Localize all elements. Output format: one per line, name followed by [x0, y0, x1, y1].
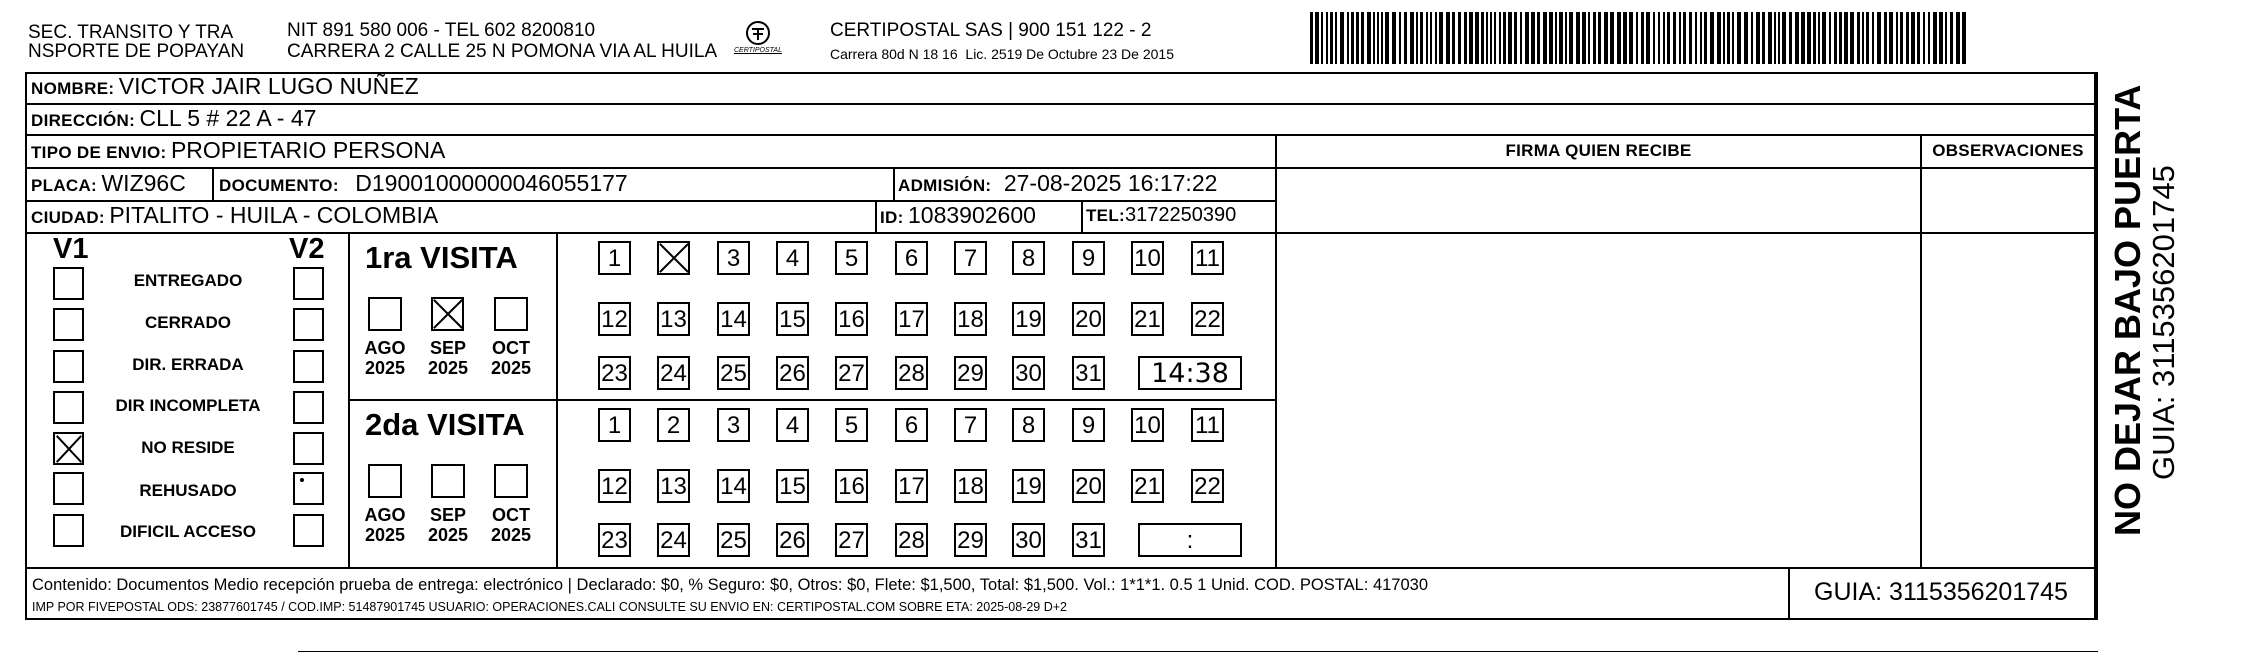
barcode-bar	[1373, 12, 1375, 64]
barcode-bar	[1537, 12, 1540, 64]
barcode-bar	[1610, 12, 1614, 64]
barcode-bar	[1704, 12, 1707, 64]
nombre-value: VICTOR JAIR LUGO NUÑEZ	[118, 73, 419, 99]
visit-day-box[interactable]: 20	[1072, 302, 1105, 336]
barcode-bar	[1410, 12, 1414, 64]
barcode-bar	[1326, 12, 1328, 64]
visit-day-box[interactable]: 5	[835, 241, 868, 275]
footer-imp-line: IMP POR FIVEPOSTAL ODS: 23877601745 / COD.IMP: 51487901745 USUARIO: OPERACIONES.CALI CONSULTE SU ENVIO EN: CERTIPOSTAL.COM SOBRE ETA: 2025-08-29 D+2	[32, 600, 1067, 614]
status-v2-checkbox[interactable]	[293, 308, 324, 341]
barcode-bar	[1839, 12, 1842, 64]
barcode-bar	[1778, 12, 1780, 64]
barcode-bar	[1310, 12, 1313, 64]
col-divider	[875, 200, 877, 232]
visit-day-box[interactable]: 9	[1072, 241, 1105, 275]
row-divider	[1276, 167, 2096, 169]
barcode-bar	[1917, 12, 1920, 64]
visit-day-box[interactable]: 21	[1131, 302, 1164, 336]
barcode-bar	[1844, 12, 1848, 64]
status-v1-checkbox[interactable]	[53, 514, 84, 547]
visit-day-box[interactable]: 12	[598, 469, 631, 503]
signature-area[interactable]	[1278, 170, 1918, 565]
status-v2-checkbox[interactable]	[293, 514, 324, 547]
visit-month-label	[486, 338, 536, 378]
barcode-bar	[1737, 12, 1741, 64]
barcode-bar	[1818, 12, 1820, 64]
side-guia: GUIA: 3115356201745	[2146, 165, 2181, 480]
barcode-bar	[1593, 12, 1596, 64]
barcode-bar	[1559, 12, 1563, 64]
barcode-bar	[1381, 12, 1383, 64]
barcode-bar	[1679, 12, 1681, 64]
visit-day-box[interactable]: 15	[776, 302, 809, 336]
visit-day-box[interactable]: 20	[1072, 469, 1105, 503]
barcode-bar	[1950, 12, 1953, 64]
visit-day-box[interactable]: 8	[1012, 408, 1045, 442]
placa-field	[31, 170, 186, 197]
side-warning: NO DEJAR BAJO PUERTA	[2107, 84, 2148, 536]
visit-day-box[interactable]: 28	[895, 523, 928, 557]
admision-value: 27-08-2025 16:17:22	[1003, 170, 1218, 196]
visit-day-box[interactable]: 6	[895, 408, 928, 442]
visit-day-box[interactable]: 23	[598, 356, 631, 390]
visit-day-box[interactable]: 29	[954, 356, 987, 390]
barcode-bar	[1321, 12, 1323, 64]
direccion-value: CLL 5 # 22 A - 47	[139, 105, 317, 131]
barcode-bar	[1834, 12, 1837, 64]
company-line: CERTIPOSTAL SAS | 900 151 122 - 2	[830, 20, 1152, 41]
barcode-bar	[1956, 12, 1960, 64]
barcode-bar	[1499, 12, 1501, 64]
status-v1-checkbox[interactable]	[53, 267, 84, 300]
barcode-bar	[1617, 12, 1621, 64]
observaciones-header: OBSERVACIONES	[1932, 141, 2084, 160]
visit-day-box[interactable]: 22	[1191, 469, 1224, 503]
v2-header: V2	[289, 233, 325, 265]
ciudad-label: CIUDAD:	[31, 208, 105, 227]
barcode-bar	[1508, 12, 1512, 64]
barcode-bar	[1695, 12, 1697, 64]
footer-guia: GUIA: 3115356201745	[1814, 578, 2068, 606]
row-divider	[25, 134, 2096, 136]
visit-month-label	[360, 505, 410, 545]
documento-field	[219, 170, 628, 197]
visit-day-box[interactable]: 7	[954, 408, 987, 442]
month-name: AGO	[364, 338, 406, 358]
barcode-bar	[1717, 12, 1721, 64]
barcode-bar	[1727, 12, 1730, 64]
month-year: 2025	[427, 525, 469, 545]
status-v1-checkbox[interactable]	[53, 472, 84, 505]
visit-day-box[interactable]: 3	[717, 408, 750, 442]
visit-day-box[interactable]: 4	[776, 408, 809, 442]
visit-month-checkbox[interactable]	[494, 297, 528, 331]
barcode-bar	[1768, 12, 1772, 64]
barcode-bar	[1756, 12, 1760, 64]
visit-day-box[interactable]: 14	[717, 302, 750, 336]
barcode-bar	[1822, 12, 1826, 64]
barcode-bar	[1439, 12, 1443, 64]
barcode-bar	[1850, 12, 1854, 64]
barcode-bar	[1744, 12, 1748, 64]
visit-day-box[interactable]: 1	[598, 408, 631, 442]
barcode-bar	[1896, 12, 1898, 64]
visit-title: 1ra VISITA	[365, 240, 518, 275]
barcode-bar	[1663, 12, 1665, 64]
status-v2-checkbox[interactable]	[293, 472, 324, 505]
barcode-bar	[1900, 12, 1903, 64]
barcode-bar	[1464, 12, 1467, 64]
visit-day-box[interactable]: 1	[598, 241, 631, 275]
barcode-bar	[1565, 12, 1567, 64]
status-v2-checkbox[interactable]	[293, 391, 324, 424]
barcode-bar	[1315, 12, 1319, 64]
visit-day-box[interactable]: 30	[1012, 523, 1045, 557]
visit-day-box[interactable]: 3	[717, 241, 750, 275]
barcode-bar	[1762, 12, 1765, 64]
visit-day-box[interactable]: 29	[954, 523, 987, 557]
id-field	[880, 202, 1036, 229]
visit-day-box[interactable]: 30	[1012, 356, 1045, 390]
barcode-bar	[1377, 12, 1379, 64]
barcode-bar	[1367, 12, 1371, 64]
barcode-bar	[1335, 12, 1337, 64]
barcode-bar	[1598, 12, 1601, 64]
address-line: CARRERA 2 CALLE 25 N POMONA VIA AL HUILA	[287, 41, 718, 62]
barcode	[1310, 12, 1970, 64]
admision-field	[898, 170, 1217, 197]
barcode-bar	[1458, 12, 1461, 64]
month-year: 2025	[427, 358, 469, 378]
documento-label: DOCUMENTO:	[219, 176, 339, 195]
visit-day-box[interactable]: 10	[1131, 241, 1164, 275]
barcode-bar	[1490, 12, 1492, 64]
barcode-bar	[1351, 12, 1354, 64]
barcode-bar	[1641, 12, 1644, 64]
barcode-bar	[1906, 12, 1909, 64]
row-divider	[349, 399, 1275, 401]
barcode-bar	[1555, 12, 1557, 64]
visit-day-box[interactable]: 23	[598, 523, 631, 557]
barcode-bar	[1829, 12, 1831, 64]
visit-day-box[interactable]: 27	[835, 356, 868, 390]
barcode-bar	[1801, 12, 1805, 64]
visit-day-box[interactable]: 16	[835, 302, 868, 336]
ciudad-value: PITALITO - HUILA - COLOMBIA	[109, 202, 439, 228]
sender-line-1: SEC. TRANSITO Y TRA	[28, 22, 234, 43]
status-v1-checkbox[interactable]	[53, 391, 84, 424]
barcode-bar	[1399, 12, 1401, 64]
visit-day-box[interactable]: 15	[776, 469, 809, 503]
barcode-bar	[1520, 12, 1522, 64]
month-year: 2025	[490, 358, 532, 378]
visit-day-box[interactable]: 9	[1072, 408, 1105, 442]
barcode-bar	[1667, 12, 1670, 64]
visit-day-box[interactable]: 28	[895, 356, 928, 390]
barcode-bar	[1700, 12, 1702, 64]
barcode-bar	[1774, 12, 1776, 64]
barcode-bar	[1732, 12, 1734, 64]
month-year: 2025	[364, 358, 406, 378]
tipo-envio-value: PROPIETARIO PERSONA	[170, 137, 446, 163]
barcode-bar	[1469, 12, 1473, 64]
certipostal-logo	[728, 20, 788, 60]
footer-content-line: Contenido: Documentos Medio recepción prueba de entrega: electrónico | Declarado: $0, % Seguro: $0, Otros: $0, Flete: $1,500, Total: $1,500. Vol.: 1*1*1. 0.5 1 Unid. COD. POSTAL: 417030	[32, 576, 1429, 594]
visit-month-checkbox[interactable]	[368, 464, 402, 498]
status-label: CERRADO	[145, 313, 231, 332]
visit-time-box[interactable]: :	[1138, 523, 1242, 557]
nombre-field	[31, 73, 419, 100]
barcode-bar	[1494, 12, 1496, 64]
barcode-bar	[1813, 12, 1816, 64]
visit-month-label	[486, 505, 536, 545]
visit-day-box[interactable]: 2	[657, 408, 690, 442]
barcode-bar	[1543, 12, 1547, 64]
visit-day-box[interactable]: 10	[1131, 408, 1164, 442]
barcode-bar	[1525, 12, 1529, 64]
visit-day-box[interactable]: 24	[657, 356, 690, 390]
barcode-bar	[1435, 12, 1437, 64]
status-v1-checkbox[interactable]	[53, 432, 84, 465]
barcode-bar	[1604, 12, 1608, 64]
direccion-field	[31, 105, 316, 132]
visit-day-box[interactable]: 11	[1191, 408, 1224, 442]
visit-month-label	[423, 505, 473, 545]
month-name: OCT	[492, 505, 530, 525]
visit-day-box[interactable]: 6	[895, 241, 928, 275]
visit-day-box[interactable]: 17	[895, 469, 928, 503]
visit-month-checkbox[interactable]	[368, 297, 402, 331]
barcode-bar	[1452, 12, 1455, 64]
nit-line: NIT 891 580 006 - TEL 602 8200810	[287, 20, 596, 41]
barcode-bar	[1392, 12, 1396, 64]
col-divider	[212, 167, 214, 200]
visit-month-checkbox[interactable]	[431, 297, 464, 331]
visit-day-box[interactable]: 13	[657, 302, 690, 336]
tel-label: TEL:	[1086, 206, 1125, 225]
barcode-bar	[1866, 12, 1869, 64]
barcode-bar	[1416, 12, 1418, 64]
col-divider	[1275, 134, 1277, 567]
visit-day-box[interactable]: 22	[1191, 302, 1224, 336]
barcode-bar	[1723, 12, 1725, 64]
status-v1-checkbox[interactable]	[53, 308, 84, 341]
barcode-bar	[1629, 12, 1633, 64]
month-name: SEP	[429, 338, 467, 358]
documento-value: D19001000000046055177	[355, 170, 628, 196]
tipo-envio-label: TIPO DE ENVIO:	[31, 143, 167, 162]
observaciones-area[interactable]	[1923, 170, 2093, 565]
visit-day-box[interactable]: 31	[1072, 356, 1105, 390]
barcode-bar	[1475, 12, 1479, 64]
visit-title: 2da VISITA	[365, 407, 525, 442]
visit-day-box[interactable]: 11	[1191, 241, 1224, 275]
barcode-bar	[1710, 12, 1714, 64]
barcode-bar	[1911, 12, 1915, 64]
barcode-bar	[1751, 12, 1753, 64]
direccion-label: DIRECCIÓN:	[31, 111, 136, 130]
barcode-bar	[1646, 12, 1650, 64]
cut-line	[298, 651, 2098, 652]
status-label: DIFICIL ACCESO	[119, 522, 256, 541]
status-label: ENTREGADO	[133, 271, 243, 290]
barcode-bar	[1569, 12, 1573, 64]
col-divider	[1081, 200, 1083, 232]
visit-day-box[interactable]: 17	[895, 302, 928, 336]
month-year: 2025	[490, 525, 532, 545]
visit-day-box[interactable]: 7	[954, 241, 987, 275]
id-label: ID:	[880, 208, 904, 227]
barcode-bar	[1877, 12, 1881, 64]
barcode-bar	[1623, 12, 1627, 64]
visit-day-box[interactable]: 21	[1131, 469, 1164, 503]
visit-day-box[interactable]: 13	[657, 469, 690, 503]
barcode-bar	[1549, 12, 1553, 64]
tipo-envio-field	[31, 137, 445, 164]
v1-header: V1	[53, 233, 89, 265]
status-label: NO RESIDE	[141, 438, 235, 457]
barcode-bar	[1486, 12, 1488, 64]
barcode-bar	[1782, 12, 1786, 64]
license-line: Carrera 80d N 18 16 Lic. 2519 De Octubre 23 De 2015	[830, 46, 1174, 62]
barcode-bar	[1795, 12, 1799, 64]
barcode-bar	[1683, 12, 1686, 64]
visit-day-box[interactable]: 26	[776, 356, 809, 390]
visit-day-box[interactable]: 4	[776, 241, 809, 275]
barcode-bar	[1588, 12, 1590, 64]
visit-day-box[interactable]: 24	[657, 523, 690, 557]
sender-line-2: NSPORTE DE POPAYAN	[28, 41, 245, 62]
visit-month-label	[360, 338, 410, 378]
barcode-bar	[1889, 12, 1893, 64]
col-divider	[1920, 134, 1922, 567]
visit-day-box[interactable]: 25	[717, 523, 750, 557]
nombre-label: NOMBRE:	[31, 79, 115, 98]
visit-day-box[interactable]: 8	[1012, 241, 1045, 275]
barcode-bar	[1426, 12, 1428, 64]
admision-label: ADMISIÓN:	[898, 176, 992, 195]
barcode-bar	[1582, 12, 1586, 64]
barcode-bar	[1420, 12, 1423, 64]
visit-month-checkbox[interactable]	[431, 464, 465, 498]
barcode-bar	[1385, 12, 1389, 64]
visit-day-box[interactable]: 16	[835, 469, 868, 503]
barcode-bar	[1330, 12, 1333, 64]
visit-day-box[interactable]: 5	[835, 408, 868, 442]
status-v2-checkbox[interactable]	[293, 350, 324, 383]
barcode-bar	[1872, 12, 1874, 64]
visit-day-box[interactable]: 18	[954, 469, 987, 503]
barcode-bar	[1962, 12, 1966, 64]
status-v1-checkbox[interactable]	[53, 350, 84, 383]
visit-month-checkbox[interactable]	[494, 464, 528, 498]
month-year: 2025	[364, 525, 406, 545]
visit-time-box[interactable]: 14:38	[1138, 356, 1242, 390]
row-divider	[25, 103, 2096, 105]
barcode-bar	[1928, 12, 1930, 64]
firma-header: FIRMA QUIEN RECIBE	[1505, 141, 1692, 160]
barcode-bar	[1404, 12, 1407, 64]
barcode-bar	[1430, 12, 1432, 64]
month-name: AGO	[364, 505, 406, 525]
logo-text: CERTIPOSTAL	[734, 47, 782, 54]
barcode-bar	[1503, 12, 1506, 64]
status-v2-checkbox[interactable]	[293, 267, 324, 300]
barcode-bar	[1361, 12, 1364, 64]
month-name: OCT	[492, 338, 530, 358]
id-value: 1083902600	[908, 202, 1036, 228]
barcode-bar	[1653, 12, 1655, 64]
visit-day-box[interactable]: 19	[1012, 302, 1045, 336]
placa-label: PLACA:	[31, 176, 98, 195]
visit-day-box[interactable]: 19	[1012, 469, 1045, 503]
ciudad-field	[31, 202, 438, 229]
barcode-bar	[1673, 12, 1676, 64]
visit-day-box[interactable]: 14	[717, 469, 750, 503]
barcode-bar	[1689, 12, 1692, 64]
barcode-bar	[1658, 12, 1660, 64]
tel-field	[1086, 204, 1236, 227]
visit-month-label	[423, 338, 473, 378]
status-label: REHUSADO	[139, 481, 237, 500]
visit-day-box[interactable]: 27	[835, 523, 868, 557]
barcode-bar	[1481, 12, 1484, 64]
placa-value: WIZ96C	[101, 170, 186, 196]
barcode-bar	[1945, 12, 1947, 64]
barcode-bar	[1446, 12, 1450, 64]
barcode-bar	[1807, 12, 1811, 64]
visit-day-box[interactable]: 26	[776, 523, 809, 557]
barcode-bar	[1514, 12, 1517, 64]
visit-day-box[interactable]: 25	[717, 356, 750, 390]
barcode-bar	[1531, 12, 1535, 64]
tel-value: 3172250390	[1124, 204, 1237, 226]
status-v2-checkbox[interactable]	[293, 432, 324, 465]
status-label: DIR. ERRADA	[132, 355, 244, 374]
barcode-bar	[1789, 12, 1792, 64]
col-divider	[893, 167, 895, 200]
barcode-bar	[1923, 12, 1925, 64]
visit-day-box[interactable]: 12	[598, 302, 631, 336]
barcode-bar	[1636, 12, 1638, 64]
barcode-bar	[1857, 12, 1860, 64]
month-name: SEP	[429, 505, 467, 525]
row-divider	[25, 567, 2096, 569]
visit-day-box[interactable]: 18	[954, 302, 987, 336]
barcode-bar	[1347, 12, 1349, 64]
barcode-bar	[1933, 12, 1937, 64]
visit-day-box[interactable]	[657, 241, 690, 275]
visit-day-box[interactable]: 31	[1072, 523, 1105, 557]
barcode-bar	[1939, 12, 1943, 64]
status-label: DIR INCOMPLETA	[115, 396, 261, 415]
barcode-bar	[1356, 12, 1359, 64]
barcode-bar	[1862, 12, 1864, 64]
barcode-bar	[1884, 12, 1887, 64]
barcode-bar	[1340, 12, 1344, 64]
barcode-bar	[1576, 12, 1580, 64]
